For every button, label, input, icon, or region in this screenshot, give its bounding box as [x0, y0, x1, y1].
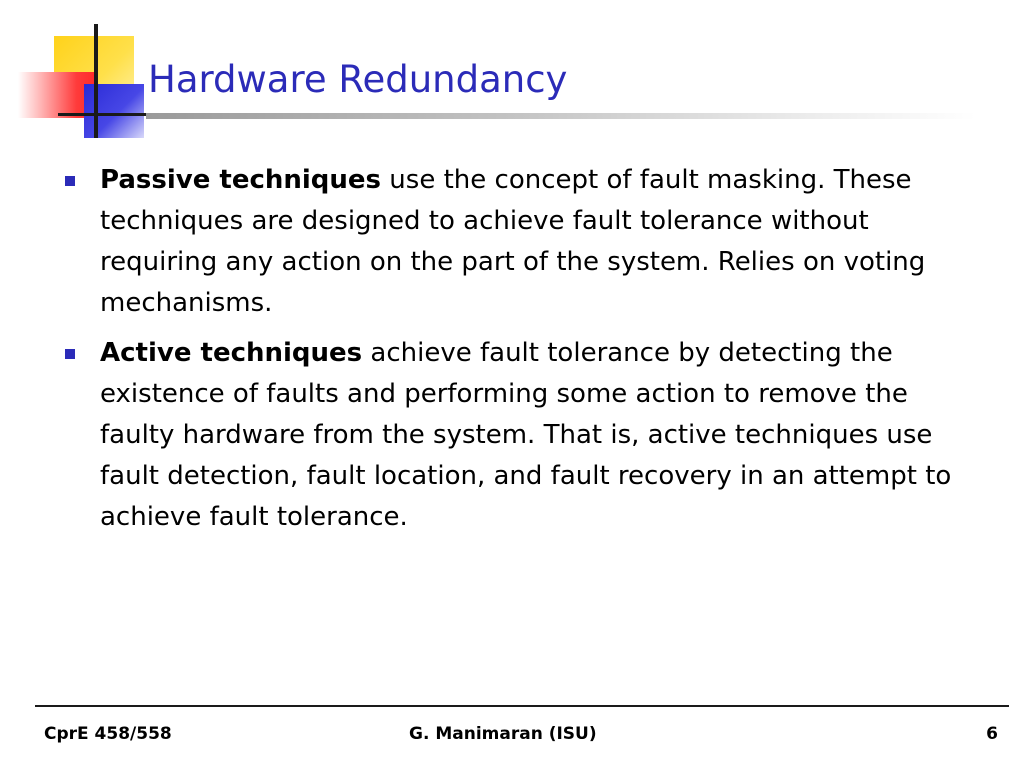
logo-vertical-line [94, 24, 98, 138]
bullet-square-icon [65, 176, 75, 186]
footer-divider [35, 705, 1009, 707]
footer-course: CprE 458/558 [44, 724, 172, 744]
bullet-term: Active techniques [100, 338, 363, 368]
bullet-passive-techniques [62, 160, 982, 324]
bullet-text: achieve fault tolerance by detecting the existence of faults and performing some action to remove the faulty hardware from the system. That is, active techniques use fault detection, fault location, and fault recovery in an attempt to achieve fault tolerance. [100, 338, 952, 532]
slide-title: Hardware Redundancy [148, 58, 568, 101]
footer-page-number: 6 [986, 724, 998, 744]
bullet-list [62, 160, 982, 547]
bullet-term: Passive techniques [100, 165, 382, 195]
logo-blue-square [84, 84, 144, 138]
logo-horizontal-line [58, 113, 150, 116]
bullet-square-icon [65, 349, 75, 359]
bullet-text: use the concept of fault masking. These techniques are designed to achieve fault tolerance without requiring any action on the part of the system. Relies on voting mechanisms. [100, 165, 926, 318]
footer-author: G. Manimaran (ISU) [409, 724, 597, 744]
bullet-active-techniques [62, 333, 982, 538]
title-underline [146, 113, 976, 119]
